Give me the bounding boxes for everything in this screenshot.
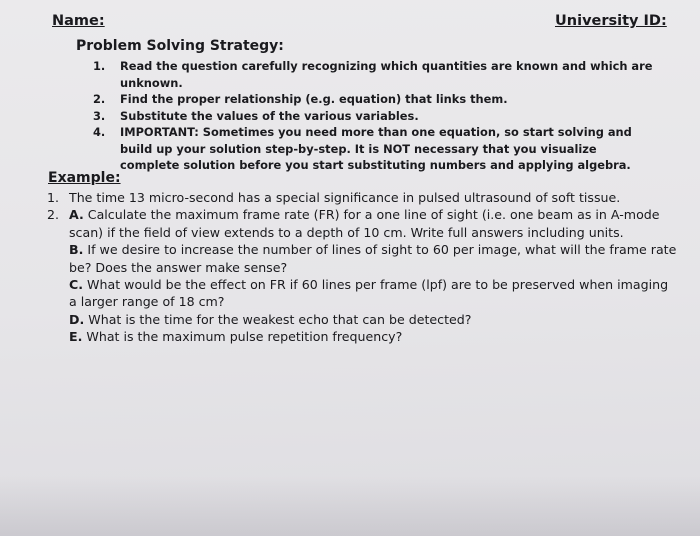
part-label: B. [69, 242, 84, 258]
strategy-title: Problem Solving Strategy: [76, 38, 284, 54]
part-text: What is the time for the weakest echo that can be detected? [88, 311, 472, 327]
strategy-item-text: Read the question carefully recognizing which quantities are known and which are unknown. [120, 59, 653, 90]
strategy-item-text: Substitute the values of the various variables. [120, 108, 419, 123]
paper-shadow [0, 476, 700, 536]
part-text: Calculate the maximum frame rate (FR) for a one line of sight (i.e. one beam as in A-mode scan) if the field of view extends to a depth of 10 cm. Write full answers including units. [69, 207, 660, 240]
question-part-b [69, 241, 677, 276]
strategy-item-text: Find the proper relationship (e.g. equation) that links them. [120, 92, 508, 106]
question-2 [47, 206, 677, 345]
part-text: If we desire to increase the number of lines of sight to 60 per image, what will the frame rate be? Does the answer make sense? [69, 242, 677, 275]
question-part-c [69, 276, 677, 311]
strategy-item-number: 4. [93, 125, 106, 139]
strategy-item-text: IMPORTANT: Sometimes you need more than one equation, so start solving and build up your solution step-by-step. It is NOT necessary that you visualize complete solution before you start substituting numbers and applying algebra. [120, 125, 632, 172]
question-part-e [69, 328, 677, 345]
part-text: What is the maximum pulse repetition frequency? [86, 329, 403, 345]
question-part-d [69, 311, 677, 328]
example-title: Example: [48, 170, 121, 186]
part-label: A. [69, 207, 84, 223]
question-list [47, 189, 677, 346]
part-label: E. [69, 329, 83, 345]
strategy-item [93, 108, 653, 125]
question-1 [47, 189, 677, 206]
question-parts [69, 206, 677, 345]
question-text: The time 13 micro-second has a special significance in pulsed ultrasound of soft tissue. [69, 190, 621, 205]
question-number: 1. [47, 190, 60, 205]
university-id-label: University ID: [555, 13, 667, 29]
strategy-item-number: 3. [93, 108, 106, 123]
strategy-item [93, 91, 653, 108]
part-label: C. [69, 277, 84, 293]
question-part-a [69, 206, 677, 241]
part-label: D. [69, 311, 85, 327]
strategy-list [93, 58, 653, 174]
part-text: What would be the effect on FR if 60 lines per frame (lpf) are to be preserved when imaging a larger range of 18 cm? [69, 277, 669, 310]
strategy-item-number: 1. [93, 59, 106, 73]
name-label: Name: [52, 13, 105, 29]
strategy-item [93, 58, 653, 91]
question-number: 2. [47, 207, 60, 223]
strategy-item [93, 124, 653, 174]
strategy-item-number: 2. [93, 92, 106, 106]
